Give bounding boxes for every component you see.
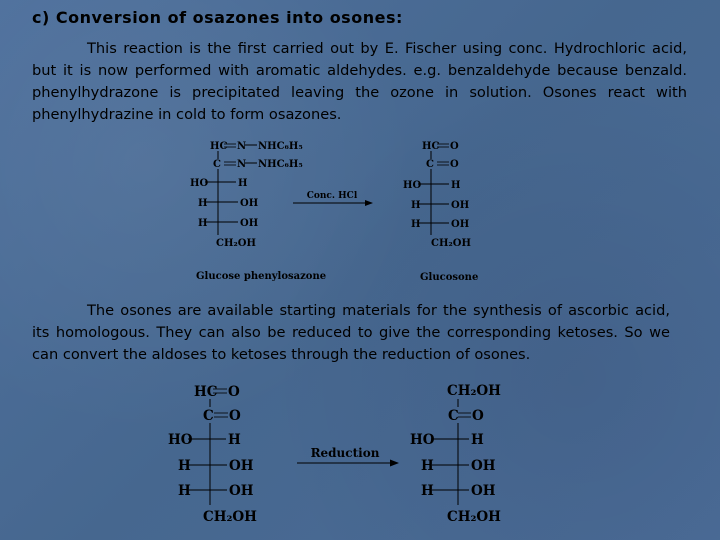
s1-right-r3r: H xyxy=(451,180,461,191)
s1-right-r1: HC xyxy=(422,141,440,152)
s1-right-r3l: HO xyxy=(403,180,422,191)
s1-right-bottom: CH₂OH xyxy=(431,238,471,249)
s2-right-r4r: OH xyxy=(471,458,496,474)
caption-glucosone: Glucosone xyxy=(420,272,479,283)
s1-right-r5r: OH xyxy=(451,219,470,230)
s2-right-bottom: CH₂OH xyxy=(447,509,501,525)
s1-left-bottom: CH₂OH xyxy=(216,238,256,249)
s2-left-r5r: OH xyxy=(229,483,254,499)
s2-left-r4r: OH xyxy=(229,458,254,474)
s1-right-r2-o: O xyxy=(450,159,459,170)
arrow-label-reduction: Reduction xyxy=(310,446,380,460)
paragraph-1-text: This reaction is the first carried out by E. Fischer using conc. Hydrochloric acid, but it is now performed with aromatic aldehydes. e.g. benzaldehyde because benzald. phenylhydrazone is precipitated leaving the ozone in solution. Osones react with phenylhydrazine in cold to form osazones. xyxy=(32,40,687,123)
s1-right-r2: C xyxy=(426,159,434,170)
s2-left-r3r: H xyxy=(228,432,241,448)
s2-right-top: CH₂OH xyxy=(447,383,501,399)
s2-left-r1: HC xyxy=(194,384,218,400)
osone-structure xyxy=(168,384,257,525)
s2-right-r2-o: O xyxy=(472,408,484,424)
s1-left-r5l: H xyxy=(198,218,208,229)
s1-right-r4l: H xyxy=(411,200,421,211)
s2-right-r3l: HO xyxy=(410,432,435,448)
s1-left-r5r: OH xyxy=(240,218,259,229)
caption-glucose-phenylosazone: Glucose phenylosazone xyxy=(196,271,327,282)
s1-left-r4r: OH xyxy=(240,198,259,209)
s2-right-r3r: H xyxy=(471,432,484,448)
s2-left-r5l: H xyxy=(178,483,191,499)
s2-right-r5l: H xyxy=(421,483,434,499)
s1-left-r2-n: N xyxy=(237,159,247,170)
ketose-structure xyxy=(410,383,501,525)
s1-right-r4r: OH xyxy=(451,200,470,211)
s1-left-r2-sub: NHC₆H₅ xyxy=(258,159,303,170)
slide-title: c) Conversion of osazones into osones: xyxy=(32,8,403,27)
s1-left-r3r: H xyxy=(238,178,248,189)
s2-right-r5r: OH xyxy=(471,483,496,499)
s2-left-r4l: H xyxy=(178,458,191,474)
s2-left-r2-o: O xyxy=(229,408,241,424)
s2-left-r1-o: O xyxy=(228,384,240,400)
reduction-arrow xyxy=(297,446,399,467)
arrow-label-conc-hcl: Conc. HCl xyxy=(306,191,358,201)
s2-right-r4l: H xyxy=(421,458,434,474)
s1-left-r1-n: N xyxy=(237,141,247,152)
s1-left-r1: HC xyxy=(210,141,228,152)
s1-right-r5l: H xyxy=(411,219,421,230)
s1-right-r1-o: O xyxy=(450,141,459,152)
s1-left-r4l: H xyxy=(198,198,208,209)
s1-left-r3l: HO xyxy=(190,178,209,189)
s1-left-r2: C xyxy=(213,159,221,170)
s2-left-r3l: HO xyxy=(168,432,193,448)
s2-left-r2: C xyxy=(203,408,214,424)
s2-right-r2: C xyxy=(448,408,459,424)
paragraph-2-text: The osones are available starting materials for the synthesis of ascorbic acid, its homologous. They can also be reduced to give the corresponding ketoses. So we can convert the aldoses to ketoses through the reduction of osones. xyxy=(32,302,670,363)
s1-left-r1-sub: NHC₆H₅ xyxy=(258,141,303,152)
s2-left-bottom: CH₂OH xyxy=(203,509,257,525)
